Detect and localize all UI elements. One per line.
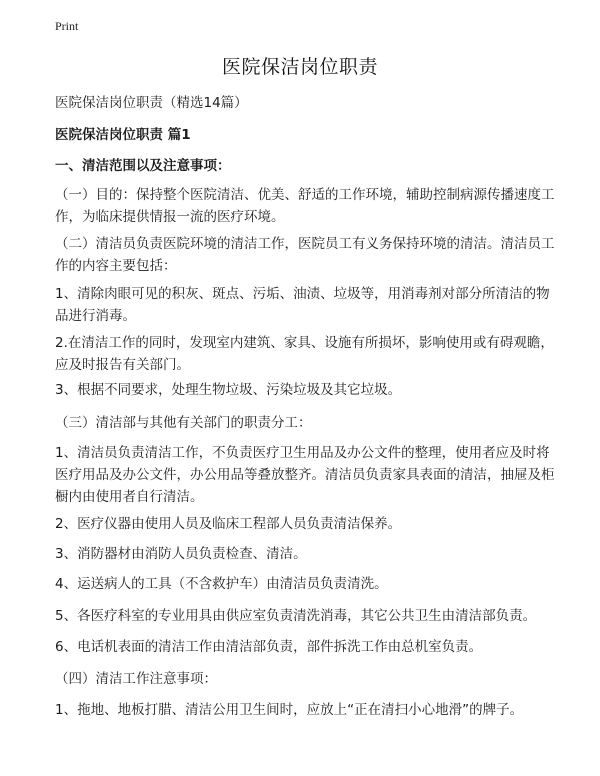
section-heading: 医院保洁岗位职责 篇1 xyxy=(55,127,191,143)
document-subtitle: 医院保洁岗位职责（精选14篇） xyxy=(55,95,248,111)
paragraph: 2.在清洁工作的同时，发现室内建筑、家具、设施有所损坏，影响使用或有碍观瞻，应及时报告有关部门。 xyxy=(55,335,554,373)
paragraph: 4、运送病人的工具（不含救护车）由清洁员负责清洗。 xyxy=(55,576,388,592)
paragraph: 3、消防器材由消防人员负责检查、清洁。 xyxy=(55,546,307,562)
paragraph: 1、清洁员负责清洁工作，不负责医疗卫生用品及办公文件的整理，使用者应及时将医疗用品及办公文件，办公用品等叠放整齐。清洁员负责家具表面的清洁，抽屉及柜橱内由使用者自行清洁。 xyxy=(55,445,555,505)
print-link[interactable]: Print xyxy=(55,19,79,33)
paragraph: （二）清洁员负责医院环境的清洁工作，医院员工有义务保持环境的清洁。清洁员工作的内容主要包括： xyxy=(55,236,555,274)
paragraph: 2、医疗仪器由使用人员及临床工程部人员负责清洁保养。 xyxy=(55,516,402,532)
paragraph: （四）清洁工作注意事项： xyxy=(55,671,217,687)
paragraph: 5、各医疗科室的专业用具由供应室负责清洗消毒，其它公共卫生由清洁部负责。 xyxy=(55,608,537,624)
paragraph: 1、拖地、地板打腊、清洁公用卫生间时，应放上“正在清扫小心地滑”的牌子。 xyxy=(55,702,524,718)
paragraph: （一）目的：保持整个医院清洁、优美、舒适的工作环境，辅助控制病源传播速度工作，为临床提供情报一流的医疗环境。 xyxy=(55,187,555,225)
paragraph: 1、清除肉眼可见的积灰、斑点、污垢、油渍、垃圾等，用消毒剂对部分所清洁的物品进行消毒。 xyxy=(55,286,550,324)
paragraph: 6、电话机表面的清洁工作由清洁部负责，部件拆洗工作由总机室负责。 xyxy=(55,639,483,655)
paragraph: （三）清洁部与其他有关部门的职责分工： xyxy=(55,415,312,431)
page-title: 医院保洁岗位职责 xyxy=(221,56,378,78)
paragraph: 3、根据不同要求，处理生物垃圾、污染垃圾及其它垃圾。 xyxy=(55,382,402,398)
part-heading: 一、清洁范围以及注意事项： xyxy=(55,158,231,174)
